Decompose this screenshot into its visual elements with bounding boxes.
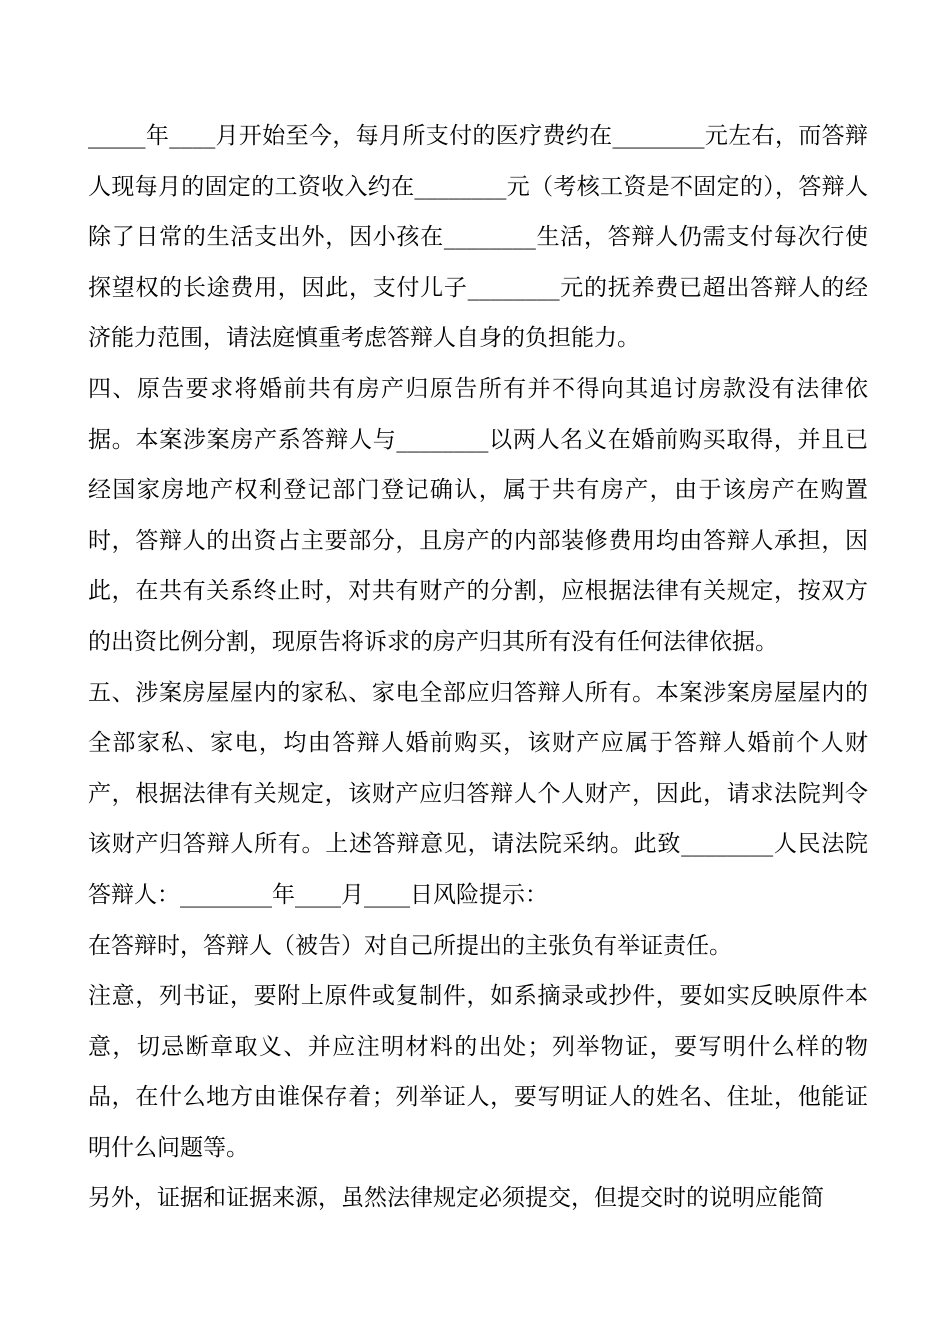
- paragraph-point-four-property: 四、原告要求将婚前共有房产归原告所有并不得向其追讨房款没有法律依据。本案涉案房产系答辩人与________以两人名义在婚前购买取得，并且已经国家房地产权利登记部门登记确认，属于共有房产，由于该房产在购置时，答辩人的出资占主要部分，且房产的内部装修费用均由答辩人承担，因此，在共有关系终止时，对共有财产的分割，应根据法律有关规定，按双方的出资比例分割，现原告将诉求的房产归其所有没有任何法律依据。: [88, 375, 868, 655]
- paragraph-expense-statement: _____年____月开始至今，每月所支付的医疗费约在________元左右，而答辩人现每月的固定的工资收入约在________元（考核工资是不固定的），答辩人除了日常的生活支出外，因小孩在________生活，答辩人仍需支付每次行使探望权的长途费用，因此，支付儿子________元的抚养费已超出答辩人的经济能力范围，请法庭慎重考虑答辩人自身的负担能力。: [88, 123, 868, 352]
- paragraph-burden-of-proof: 在答辩时，答辩人（被告）对自己所提出的主张负有举证责任。: [88, 932, 732, 959]
- document-body: [88, 111, 868, 1224]
- paragraph-evidence-source: 另外，证据和证据来源，虽然法律规定必须提交，但提交时的说明应能简: [88, 1185, 824, 1212]
- paragraph-point-five-furniture: 五、涉案房屋屋内的家私、家电全部应归答辩人所有。本案涉案房屋屋内的全部家私、家电，均由答辩人婚前购买，该财产应属于答辩人婚前个人财产，根据法律有关规定，该财产应归答辩人个人财产，因此，请求法院判令该财产归答辩人所有。上述答辩意见，请法院采纳。此致________人民法院答辩人：________年____月____日风险提示：: [88, 679, 868, 908]
- paragraph-evidence-notes: 注意，列书证，要附上原件或复制件，如系摘录或抄件，要如实反映原件本意，切忌断章取义、并应注明材料的出处；列举物证，要写明什么样的物品，在什么地方由谁保存着；列举证人，要写明证人的姓名、住址，他能证明什么问题等。: [88, 983, 868, 1161]
